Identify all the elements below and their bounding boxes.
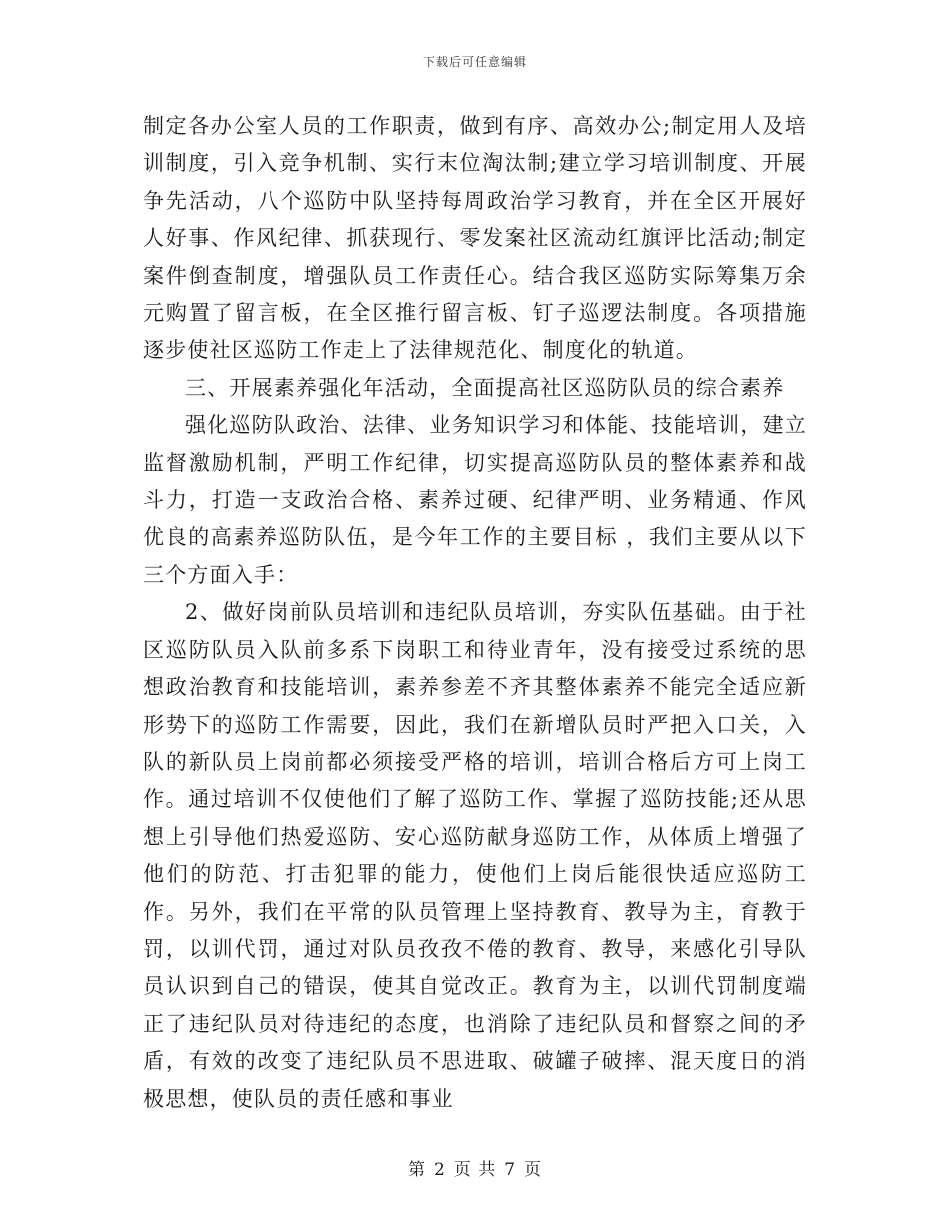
paragraph-item-2: 2、做好岗前队员培训和违纪队员培训，夯实队伍基础。由于社区巡防队员入队前多系下岗职工和待业青年，没有接受过系统的思想政治教育和技能培训，素养参差不齐其整体素养不能完全适应新形势下的巡防工作需要，因此，我们在新增队员时严把入口关，入队的新队员上岗前都必须接受严格的培训，培训合格后方可上岗工作。通过培训不仅使他们了解了巡防工作、掌握了巡防技能;还从思想上引导他们热爱巡防、安心巡防献身巡防工作，从体质上增强了他们的防范、打击犯罪的能力，使他们上岗后能很快适应巡防工作。另外，我们在平常的队员管理上坚持教育、教导为主，育教于罚，以训代罚，通过对队员孜孜不倦的教育、教导，来感化引导队员认识到自己的错误，使其自觉改正。教育为主，以训代罚制度端正了违纪队员对待违纪的态度，也消除了违纪队员和督察之间的矛盾，有效的改变了违纪队员不思进取、破罐子破摔、混天度日的消极思想，使队员的责任感和事业 [143,600,807,1111]
page-footer [0,1155,950,1180]
footer-total-pages: 7 [504,1160,517,1180]
footer-current-page: 2 [433,1160,446,1180]
footer-middle: 页 共 [453,1160,497,1180]
paragraph-intro: 强化巡防队政治、法律、业务知识学习和体能、技能培训，建立监督激励机制，严明工作纪律，切实提高巡防队员的整体素养和战斗力，打造一支政治合格、素养过硬、纪律严明、业务精通、作风优良的高素养巡防队伍，是今年工作的主要目标 ，我们主要从以下三个方面入手： [143,413,807,587]
paragraph-continuation: 制定各办公室人员的工作职责，做到有序、高效办公;制定用人及培训制度，引入竞争机制、实行末位淘汰制;建立学习培训制度、开展争先活动，八个巡防中队坚持每周政治学习教育，并在全区开展好人好事、作风纪律、抓获现行、零发案社区流动红旗评比活动;制定案件倒查制度，增强队员工作责任心。结合我区巡防实际筹集万余元购置了留言板，在全区推行留言板、钉子巡逻法制度。各项措施逐步使社区巡防工作走上了法律规范化、制度化的轨道。 [143,114,807,363]
header-note: 下载后可任意编辑 [422,55,527,69]
document-body [143,108,807,1118]
footer-prefix: 第 [407,1160,426,1180]
section-heading: 三、开展素养强化年活动，全面提高社区巡防队员的综合素养 [185,375,785,400]
footer-suffix: 页 [524,1160,543,1180]
